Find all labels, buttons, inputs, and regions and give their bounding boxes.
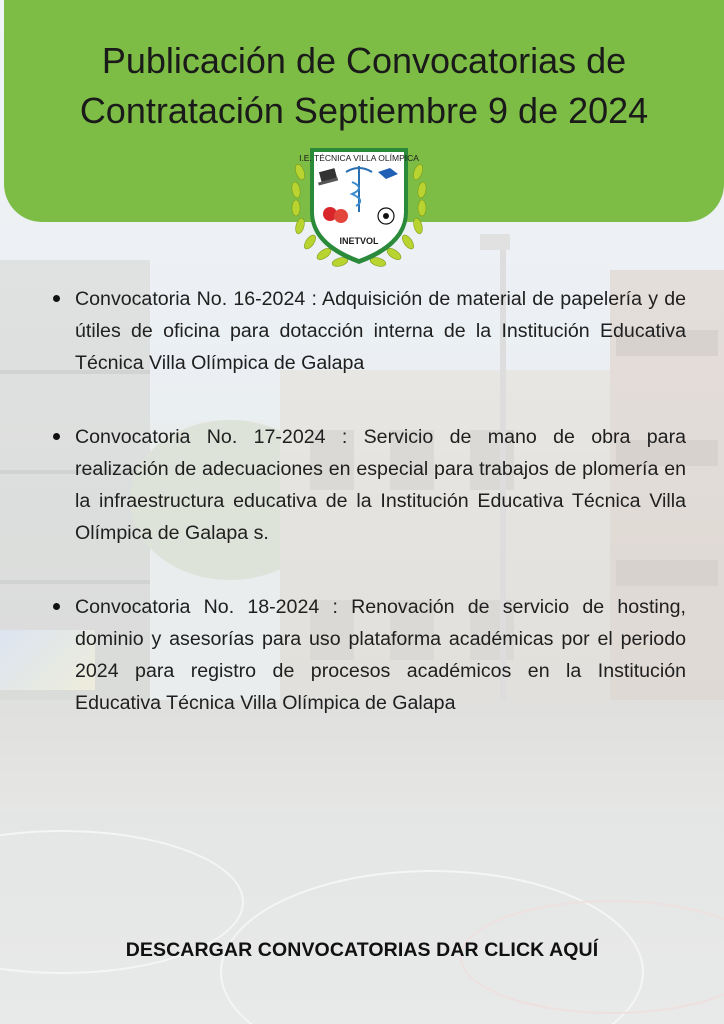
convocatorias-list — [48, 283, 686, 719]
title-line-1: Publicación de Convocatorias de — [101, 40, 627, 81]
title-line-2: Contratación Septiembre 9 de 2024 — [79, 90, 649, 131]
convocatoria-text: Convocatoria No. 16-2024 : Adquisición de material de papelería y de útiles de oficina para dotacción interna de la Institución Educativa Técnica Villa Olímpica de Galapa — [75, 288, 686, 374]
school-crest-logo — [286, 142, 432, 272]
convocatoria-text: Convocatoria No. 17-2024 : Servicio de mano de obra para realización de adecuaciones en especial para trabajos de plomería en la infraestructura educativa de la Institución Educativa Técnica Villa Olímpica de Galapa s. — [75, 426, 686, 544]
bullet-icon — [53, 295, 60, 302]
bullet-icon — [53, 433, 60, 440]
download-convocatorias-link[interactable]: DESCARGAR CONVOCATORIAS DAR CLICK AQUÍ — [125, 939, 599, 961]
crest-bottom-text: INETVOL — [339, 236, 379, 246]
list-item — [48, 283, 686, 379]
convocatoria-text: Convocatoria No. 18-2024 : Renovación de servicio de hosting, dominio y asesorías para uso plataforma académicas por el periodo 2024 para registro de procesos académicos en la Institución Educativa Técnica Villa Olímpica de Galapa — [75, 596, 686, 714]
bullet-icon — [53, 603, 60, 610]
list-item — [48, 591, 686, 719]
list-item — [48, 421, 686, 549]
page-title — [4, 36, 724, 136]
crest-top-text: I.E. TÉCNICA VILLA OLÍMPICA — [299, 153, 419, 163]
